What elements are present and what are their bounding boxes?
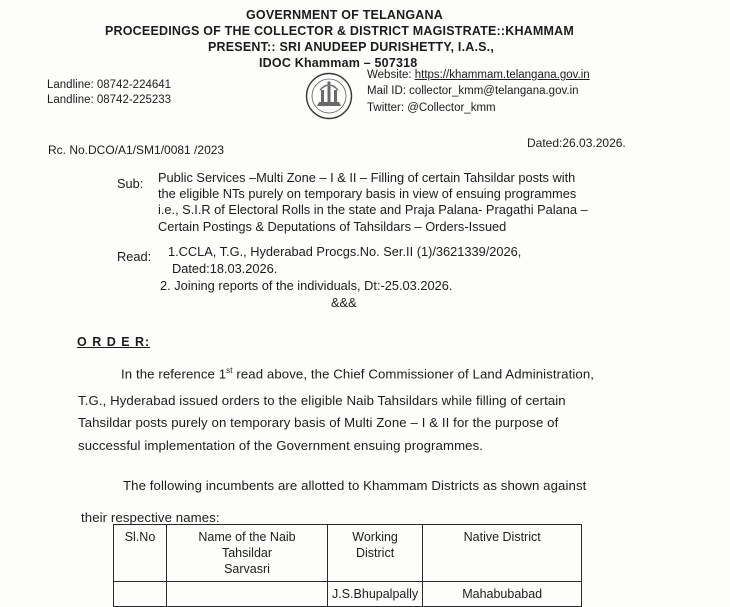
separator: &&& xyxy=(331,295,357,310)
row-1-working-district: J.S.Bhupalpally xyxy=(328,582,423,607)
row-1-name xyxy=(167,582,328,607)
order-para-1-line-3: Tahsildar posts purely on temporary basis of Multi Zone – I & II for the purpose of xyxy=(78,415,559,430)
read-item-1-line-2: Dated:18.03.2026. xyxy=(172,261,278,276)
telangana-emblem-seal-icon xyxy=(305,72,353,120)
table-header-row xyxy=(114,525,582,582)
order-para-2-line-1: The following incumbents are allotted to Khammam Districts as shown against xyxy=(123,478,587,493)
allocation-table xyxy=(113,524,582,607)
subject-line-1: Public Services –Multi Zone – I & II – Filling of certain Tahsildar posts with xyxy=(158,170,576,185)
mail-id: Mail ID: collector_kmm@telangana.gov.in xyxy=(367,85,579,97)
header-name: Name of the Naib Tahsildar Sarvasri xyxy=(167,525,328,582)
order-para-1-line-1: In the reference 1st read above, the Chief Commissioner of Land Administration, xyxy=(121,366,595,382)
date-issued: Dated:26.03.2026. xyxy=(527,136,626,150)
read-item-2: 2. Joining reports of the individuals, Dt:-25.03.2026. xyxy=(160,278,453,293)
header-government: GOVERNMENT OF TELANGANA xyxy=(246,8,443,22)
subject-label: Sub: xyxy=(117,176,144,191)
read-label: Read: xyxy=(117,249,152,264)
order-heading: O R D E R: xyxy=(77,335,151,349)
table-row xyxy=(114,582,582,607)
subject-line-4: Certain Postings & Deputations of Tahsildars – Orders-Issued xyxy=(158,219,507,234)
header-native-district: Native District xyxy=(423,525,582,582)
read-item-1-line-1: 1.CCLA, T.G., Hyderabad Procgs.No. Ser.II (1)/3621339/2026, xyxy=(168,244,522,259)
row-1-native-district: Mahabubabad xyxy=(423,582,582,607)
header-working-district: Working District xyxy=(328,525,423,582)
landline-2: Landline: 08742-225233 xyxy=(47,94,172,106)
website-line: Website: https://khammam.telangana.gov.in xyxy=(367,69,590,81)
header-present: PRESENT:: SRI ANUDEEP DURISHETTY, I.A.S., xyxy=(208,40,495,54)
subject-line-3: i.e., S.I.R of Electoral Rolls in the state and Praja Palana- Pragathi Palana – xyxy=(158,202,588,217)
row-1-sl-no xyxy=(114,582,167,607)
header-sl-no: Sl.No xyxy=(114,525,167,582)
landline-1: Landline: 08742-224641 xyxy=(47,79,172,91)
header-idoc: IDOC Khammam – 507318 xyxy=(259,56,418,70)
website-link[interactable]: https://khammam.telangana.gov.in xyxy=(414,69,590,81)
twitter-handle: Twitter: @Collector_kmm xyxy=(367,102,496,114)
order-para-1-line-2: T.G., Hyderabad issued orders to the eligible Naib Tahsildars while filling of certain xyxy=(78,393,566,408)
order-para-1-line-4: successful implementation of the Government ensuing programmes. xyxy=(78,438,484,453)
rc-number: Rc. No.DCO/A1/SM1/0081 /2023 xyxy=(48,143,225,157)
subject-line-2: the eligible NTs purely on temporary basis in view of ensuing programmes xyxy=(158,186,577,201)
header-proceedings: PROCEEDINGS OF THE COLLECTOR & DISTRICT MAGISTRATE::KHAMMAM xyxy=(105,24,574,38)
order-para-2-line-2: their respective names: xyxy=(81,510,220,525)
